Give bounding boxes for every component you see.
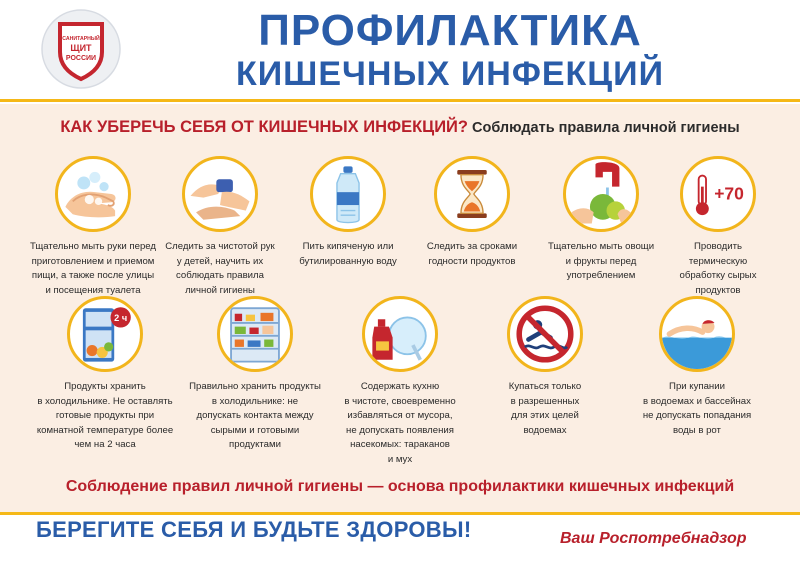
fridge-icon [67, 296, 143, 372]
tip-text: Пить кипяченую или бутилированную воду [299, 241, 397, 267]
tip-text: Тщательно мыть руки перед приготовлением и приемом пищи, а также после улицы и посещения туалета [29, 241, 157, 296]
tip-fridge-storage [180, 296, 330, 453]
footer-signature: Ваш Роспотребнадзор [560, 530, 747, 547]
child-hands-icon [182, 156, 258, 232]
page-title-line2: КИШЕЧНЫХ ИНФЕКЦИЙ [235, 55, 665, 93]
logo-line2: ЩИТ [70, 43, 92, 53]
footer-divider [0, 512, 800, 515]
water-bottle-icon [310, 156, 386, 232]
tip-wash-fruits [526, 156, 676, 284]
footer-main-message: Соблюдение правил личной гигиены — основа профилактики кишечных инфекций [65, 478, 735, 495]
tip-heat-treatment [658, 156, 778, 298]
time-badge: 2 ч [114, 313, 128, 324]
swimmer-icon [659, 296, 735, 372]
footer-slogan: БЕРЕГИТЕ СЕБЯ И БУДЬТЕ ЗДОРОВЫ! [36, 517, 472, 542]
temperature-badge: +70 [714, 183, 744, 204]
tip-text: Следить за сроками годности продуктов [426, 241, 518, 267]
tip-text: Продукты хранить в холодильнике. Не оставлять готовые продукты при комнатной температуре более чем на 2 часа [36, 381, 174, 450]
tip-text: При купании в водоемах и бассейнах не допускать попадания воды в рот [642, 381, 752, 436]
fridge-shelves-icon [217, 296, 293, 372]
hand-washing-icon [55, 156, 131, 232]
tip-store-in-fridge [20, 296, 190, 453]
no-swimming-icon [507, 296, 583, 372]
hourglass-icon [434, 156, 510, 232]
tip-expiry-dates [402, 156, 542, 269]
subtitle [0, 118, 800, 137]
tip-avoid-water-in-mouth [622, 296, 772, 438]
logo-line3: РОССИИ [65, 55, 97, 62]
logo-line1: САНИТАРНЫЙ [62, 36, 100, 42]
tip-drink-water [278, 156, 418, 269]
tip-text: Купаться только в разрешенных для этих целей водоемах [508, 381, 582, 436]
sanitary-shield-logo [40, 8, 122, 90]
tip-swim-permitted [480, 296, 610, 438]
subtitle-question: КАК УБЕРЕЧЬ СЕБЯ ОТ КИШЕЧНЫХ ИНФЕКЦИЙ? [60, 118, 468, 136]
tip-child-hands [150, 156, 290, 298]
subtitle-answer: Соблюдать правила личной гигиены [472, 120, 740, 136]
tip-clean-kitchen [325, 296, 475, 467]
header-divider [0, 99, 800, 102]
page-title-line1: ПРОФИЛАКТИКА [258, 6, 642, 55]
tip-text: Проводить термическую обработку сырых продуктов [679, 241, 757, 296]
tip-text: Содержать кухню в чистоте, своевременно избавляться от мусора, не допускать появления насекомых: тараканов и мух [344, 381, 456, 465]
tip-text: Правильно хранить продукты в холодильнике: не допускать контакта между сырыми и готовыми продуктами [189, 381, 321, 450]
thermometer-icon [680, 156, 756, 232]
tip-text: Следить за чистотой рук у детей, научить их соблюдать правила личной гигиены [165, 241, 275, 296]
wash-fruits-icon [563, 156, 639, 232]
tip-text: Тщательно мыть овощи и фрукты перед употреблением [547, 241, 655, 281]
cleaning-icon [362, 296, 438, 372]
tip-wash-hands [18, 156, 168, 298]
